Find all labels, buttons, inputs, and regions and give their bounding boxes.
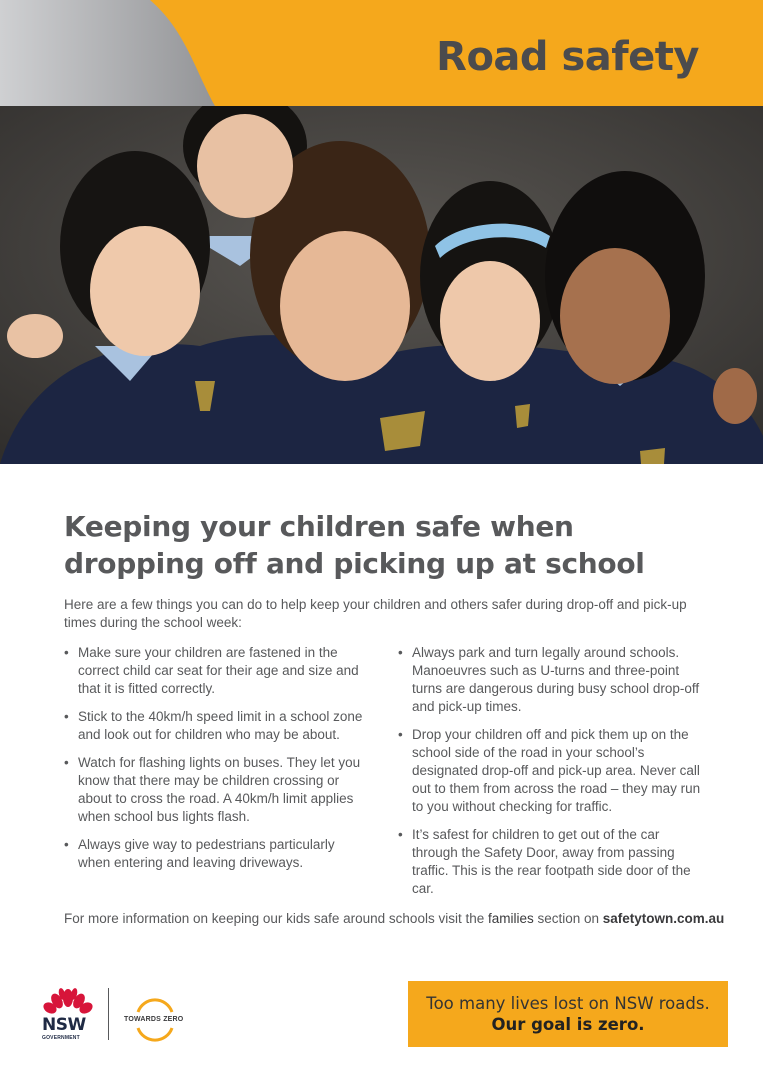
tip-item: • Drop your children off and pick them up on the school side of the road in your school’s designated drop-off and pick-up area. Never call out to them from across the road – they may run to you without checking for traffic. (398, 726, 704, 816)
tip-item: • It’s safest for children to get out of the car through the Safety Door, away from passing traffic. This is the rear footpath side door of the car. (398, 826, 704, 898)
nsw-logo-text: NSW (42, 1015, 86, 1035)
intro-paragraph: Here are a few things you can do to help keep your children and others safer during drop-off and pick-up times during the school week: (64, 597, 687, 630)
tips-right-column (398, 644, 704, 908)
logo-divider (108, 988, 109, 1040)
children-group-photo-icon (0, 106, 763, 464)
safetytown-link[interactable]: safetytown.com.au (602, 911, 725, 926)
goal-zero-line-2: Our goal is zero. (491, 1015, 645, 1034)
tips-left-column (64, 644, 370, 908)
tip-item: • Stick to the 40km/h speed limit in a school zone and look out for children who may be about. (64, 708, 370, 744)
tip-item: • Always park and turn legally around schools. Manoeuvres such as U-turns and three-point turns are dangerous during busy school drop-off and pick-up times. (398, 644, 704, 716)
government-logo-text: GOVERNMENT (42, 1035, 80, 1041)
header-banner (0, 0, 763, 106)
tip-item: • Always give way to pedestrians particularly when entering and leaving driveways. (64, 836, 370, 872)
tips-left-list (64, 644, 370, 872)
tip-item: • Make sure your children are fastened in the correct child car seat for their age and size and that it is fitted correctly. (64, 644, 370, 698)
more-info-middle: section on (533, 911, 603, 926)
tip-item: • Watch for flashing lights on buses. They let you know that there may be children crossing or about to cross the road. A 40km/h limit applies when school bus lights flash. (64, 754, 370, 826)
tips-columns (64, 644, 704, 908)
more-info-line (64, 910, 725, 928)
children-group-photo (0, 106, 763, 464)
goal-zero-line-1: Too many lives lost on NSW roads. (426, 994, 710, 1013)
goal-zero-banner (408, 981, 728, 1047)
main-content (64, 508, 725, 928)
page-title: Road safety (436, 34, 699, 80)
towards-zero-logo-text: TOWARDS ZERO (124, 1016, 184, 1023)
headline-line-2: dropping off and picking up at school (64, 547, 645, 580)
tips-right-list (398, 644, 704, 898)
families-section-text: families (487, 911, 534, 926)
more-info-prefix: For more information on keeping our kids safe around schools visit the (64, 911, 488, 926)
headline (64, 508, 704, 582)
headline-line-1: Keeping your children safe when (64, 510, 574, 543)
